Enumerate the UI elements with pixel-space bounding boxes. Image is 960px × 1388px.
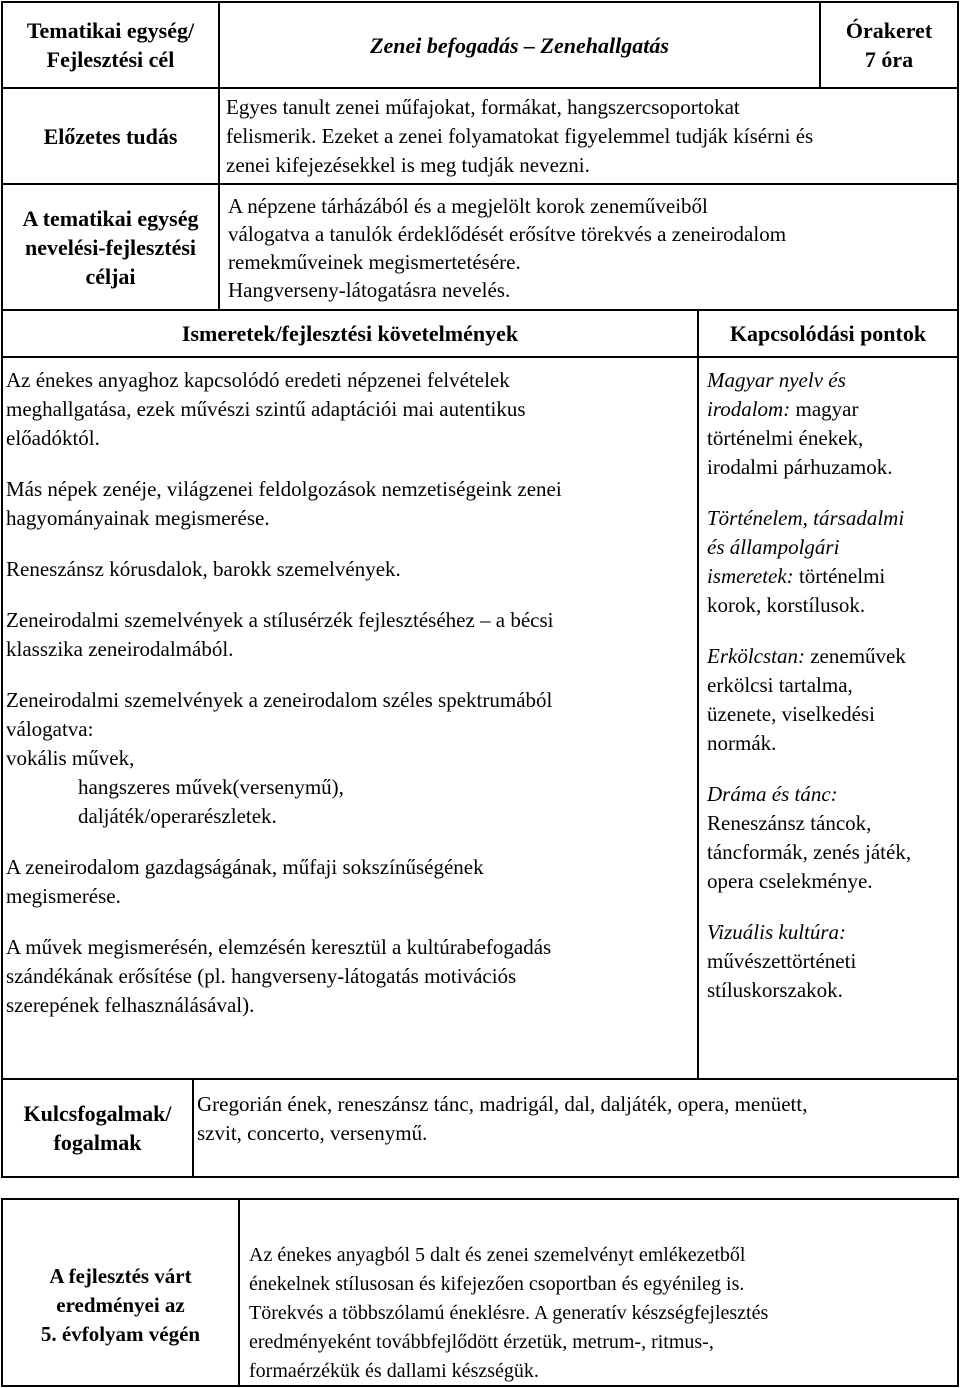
prior-line: felismerik. Ezeket a zenei folyamatokat figyelemmel tudják kísérni és xyxy=(226,124,814,148)
knowledge-line: meghallgatása, ezek művészi szintű adaptációi mai autentikus xyxy=(6,397,526,421)
col-divider-connections xyxy=(697,309,699,1080)
knowledge-line: szándékának erősítése (pl. hangverseny-látogatás motivációs xyxy=(6,964,517,988)
page-title-text: Zenei befogadás – Zenehallgatás xyxy=(370,32,669,58)
keywords-line: szvit, concerto, versenymű. xyxy=(197,1121,428,1145)
connection-item xyxy=(707,918,957,1005)
goals-label-line3: céljai xyxy=(85,263,136,289)
connections-column-header xyxy=(699,311,957,356)
goals-label-line2: nevelési-fejlesztési xyxy=(24,234,197,260)
goals-line: Hangverseny-látogatásra nevelés. xyxy=(228,278,511,302)
knowledge-line: hagyományainak megismerése. xyxy=(6,506,270,530)
knowledge-paragraph xyxy=(6,853,694,911)
knowledge-paragraph xyxy=(6,686,694,831)
prior-knowledge-label-text: Előzetes tudás xyxy=(43,123,178,149)
results-line: Törekvés a többszólamú éneklésre. A generatív készségfejlesztés xyxy=(249,1302,769,1324)
knowledge-column-header-text: Ismeretek/fejlesztési követelmények xyxy=(181,321,519,346)
connection-subject: Dráma és tánc: xyxy=(707,782,838,806)
knowledge-line: Zeneirodalmi szemelvények a stílusérzék fejlesztéséhez – a bécsi xyxy=(6,608,554,632)
knowledge-line: megismerése. xyxy=(6,884,121,908)
theme-label-line1: Tematikai egység/ xyxy=(26,18,195,43)
knowledge-line: klasszika zeneirodalmából. xyxy=(6,637,234,661)
connection-subject: ismeretek: xyxy=(707,564,794,588)
knowledge-paragraph xyxy=(6,475,694,533)
results-border-right xyxy=(957,1198,959,1387)
goals-line: válogatva a tanulók érdeklődését erősítve törekvés a zeneirodalom xyxy=(228,222,787,246)
knowledge-line: Más népek zenéje, világzenei feldolgozások nemzetiségeink zenei xyxy=(6,477,562,501)
connection-subject: Erkölcstan: xyxy=(707,644,805,668)
knowledge-column-header xyxy=(3,311,697,356)
knowledge-paragraph xyxy=(6,366,694,453)
keywords-label-line2: fogalmak xyxy=(53,1130,142,1155)
connection-item xyxy=(707,366,957,482)
row-divider-colheads xyxy=(1,356,959,358)
results-col-divider xyxy=(238,1198,240,1387)
connection-text: Reneszánsz táncok, xyxy=(707,811,872,835)
connections-content xyxy=(707,366,957,1005)
prior-knowledge-text xyxy=(226,93,954,180)
connection-text: művészettörténeti xyxy=(707,949,857,973)
results-label-line3: 5. évfolyam végén xyxy=(40,1321,201,1346)
results-label xyxy=(3,1250,238,1360)
connection-text: történelmi énekek, xyxy=(707,426,864,450)
goals-line: remekműveinek megismertetésére. xyxy=(228,250,521,274)
knowledge-line: előadóktól. xyxy=(6,426,100,450)
connection-item xyxy=(707,504,957,620)
prior-knowledge-label xyxy=(3,89,218,183)
knowledge-line: vokális művek, xyxy=(6,746,135,770)
connections-column-header-text: Kapcsolódási pontok xyxy=(729,321,927,346)
knowledge-line: A művek megismerésén, elemzésén keresztül a kultúrabefogadás xyxy=(6,935,552,959)
prior-line: zenei kifejezésekkel is meg tudják nevezni. xyxy=(226,153,590,177)
knowledge-content xyxy=(6,366,694,1020)
knowledge-paragraph xyxy=(6,606,694,664)
keywords-line: Gregorián ének, reneszánsz tánc, madrigál, dal, daljáték, opera, menüett, xyxy=(197,1092,808,1116)
knowledge-paragraph xyxy=(6,555,694,584)
results-line: énekelnek stílusosan és kifejezően csoportban és egyénileg is. xyxy=(249,1273,745,1295)
page-title xyxy=(220,3,819,87)
results-label-line2: eredményei az xyxy=(56,1292,185,1317)
theme-label xyxy=(3,3,218,87)
col-divider-keywords xyxy=(192,1078,194,1178)
knowledge-paragraph xyxy=(6,933,694,1020)
knowledge-line: Reneszánsz kórusdalok, barokk szemelvények. xyxy=(6,557,401,581)
connection-subject: Magyar nyelv és xyxy=(707,368,846,392)
prior-line: Egyes tanult zenei műfajokat, formákat, hangszercsoportokat xyxy=(226,95,740,119)
results-line: eredményeként továbbfejlődött érzetük, metrum-, ritmus-, xyxy=(249,1331,714,1353)
connection-text: opera cselekménye. xyxy=(707,869,873,893)
connection-text: táncformák, zenés játék, xyxy=(707,840,912,864)
theme-label-line2: Fejlesztési cél xyxy=(46,47,175,72)
connection-subject: irodalom: xyxy=(707,397,791,421)
connection-text: irodalmi párhuzamok. xyxy=(707,455,893,479)
keywords-text xyxy=(197,1090,953,1148)
results-label-line1: A fejlesztés várt xyxy=(49,1263,192,1288)
results-text xyxy=(249,1241,955,1386)
keywords-label xyxy=(3,1080,192,1176)
connection-subject: Történelem, társadalmi xyxy=(707,506,905,530)
knowledge-line-indented: daljáték/operarészletek. xyxy=(78,804,277,828)
knowledge-line: válogatva: xyxy=(6,717,94,741)
connection-item xyxy=(707,642,957,758)
goals-line: A népzene tárházából és a megjelölt korok zeneműveiből xyxy=(228,194,708,218)
results-line: formaérzékük és dallami készségük. xyxy=(249,1360,539,1382)
knowledge-line-indented: hangszeres művek(versenymű), xyxy=(78,775,344,799)
connection-text: zeneművek xyxy=(804,644,906,668)
connection-item xyxy=(707,780,957,896)
connection-subject: Vizuális kultúra: xyxy=(707,920,847,944)
goals-text xyxy=(228,192,956,304)
goals-label xyxy=(3,185,218,309)
keywords-label-line1: Kulcsfogalmak/ xyxy=(23,1101,172,1126)
knowledge-line: Zeneirodalmi szemelvények a zeneirodalom széles spektrumából xyxy=(6,688,553,712)
knowledge-line: szerepének felhasználásával). xyxy=(6,993,255,1017)
hours-value: 7 óra xyxy=(864,47,914,72)
connection-subject: és állampolgári xyxy=(707,535,840,559)
connection-text: magyar xyxy=(790,397,859,421)
connection-text: erkölcsi tartalma, xyxy=(707,673,853,697)
connection-text: stíluskorszakok. xyxy=(707,978,843,1002)
hours-cell xyxy=(821,3,957,87)
connection-text: üzenete, viselkedési xyxy=(707,702,875,726)
connection-text: történelmi xyxy=(793,564,886,588)
connection-text: normák. xyxy=(707,731,777,755)
results-line: Az énekes anyagból 5 dalt és zenei szemelvényt emlékezetből xyxy=(249,1244,746,1266)
knowledge-line: A zeneirodalom gazdagságának, műfaji sokszínűségének xyxy=(6,855,484,879)
table-border-right xyxy=(957,1,959,1178)
table-border-bottom xyxy=(1,1176,959,1178)
results-border-top xyxy=(1,1198,959,1200)
goals-label-line1: A tematikai egység xyxy=(22,205,199,231)
connection-text: korok, korstílusok. xyxy=(707,593,866,617)
knowledge-line: Az énekes anyaghoz kapcsolódó eredeti népzenei felvételek xyxy=(6,368,510,392)
hours-label: Órakeret xyxy=(845,18,933,43)
